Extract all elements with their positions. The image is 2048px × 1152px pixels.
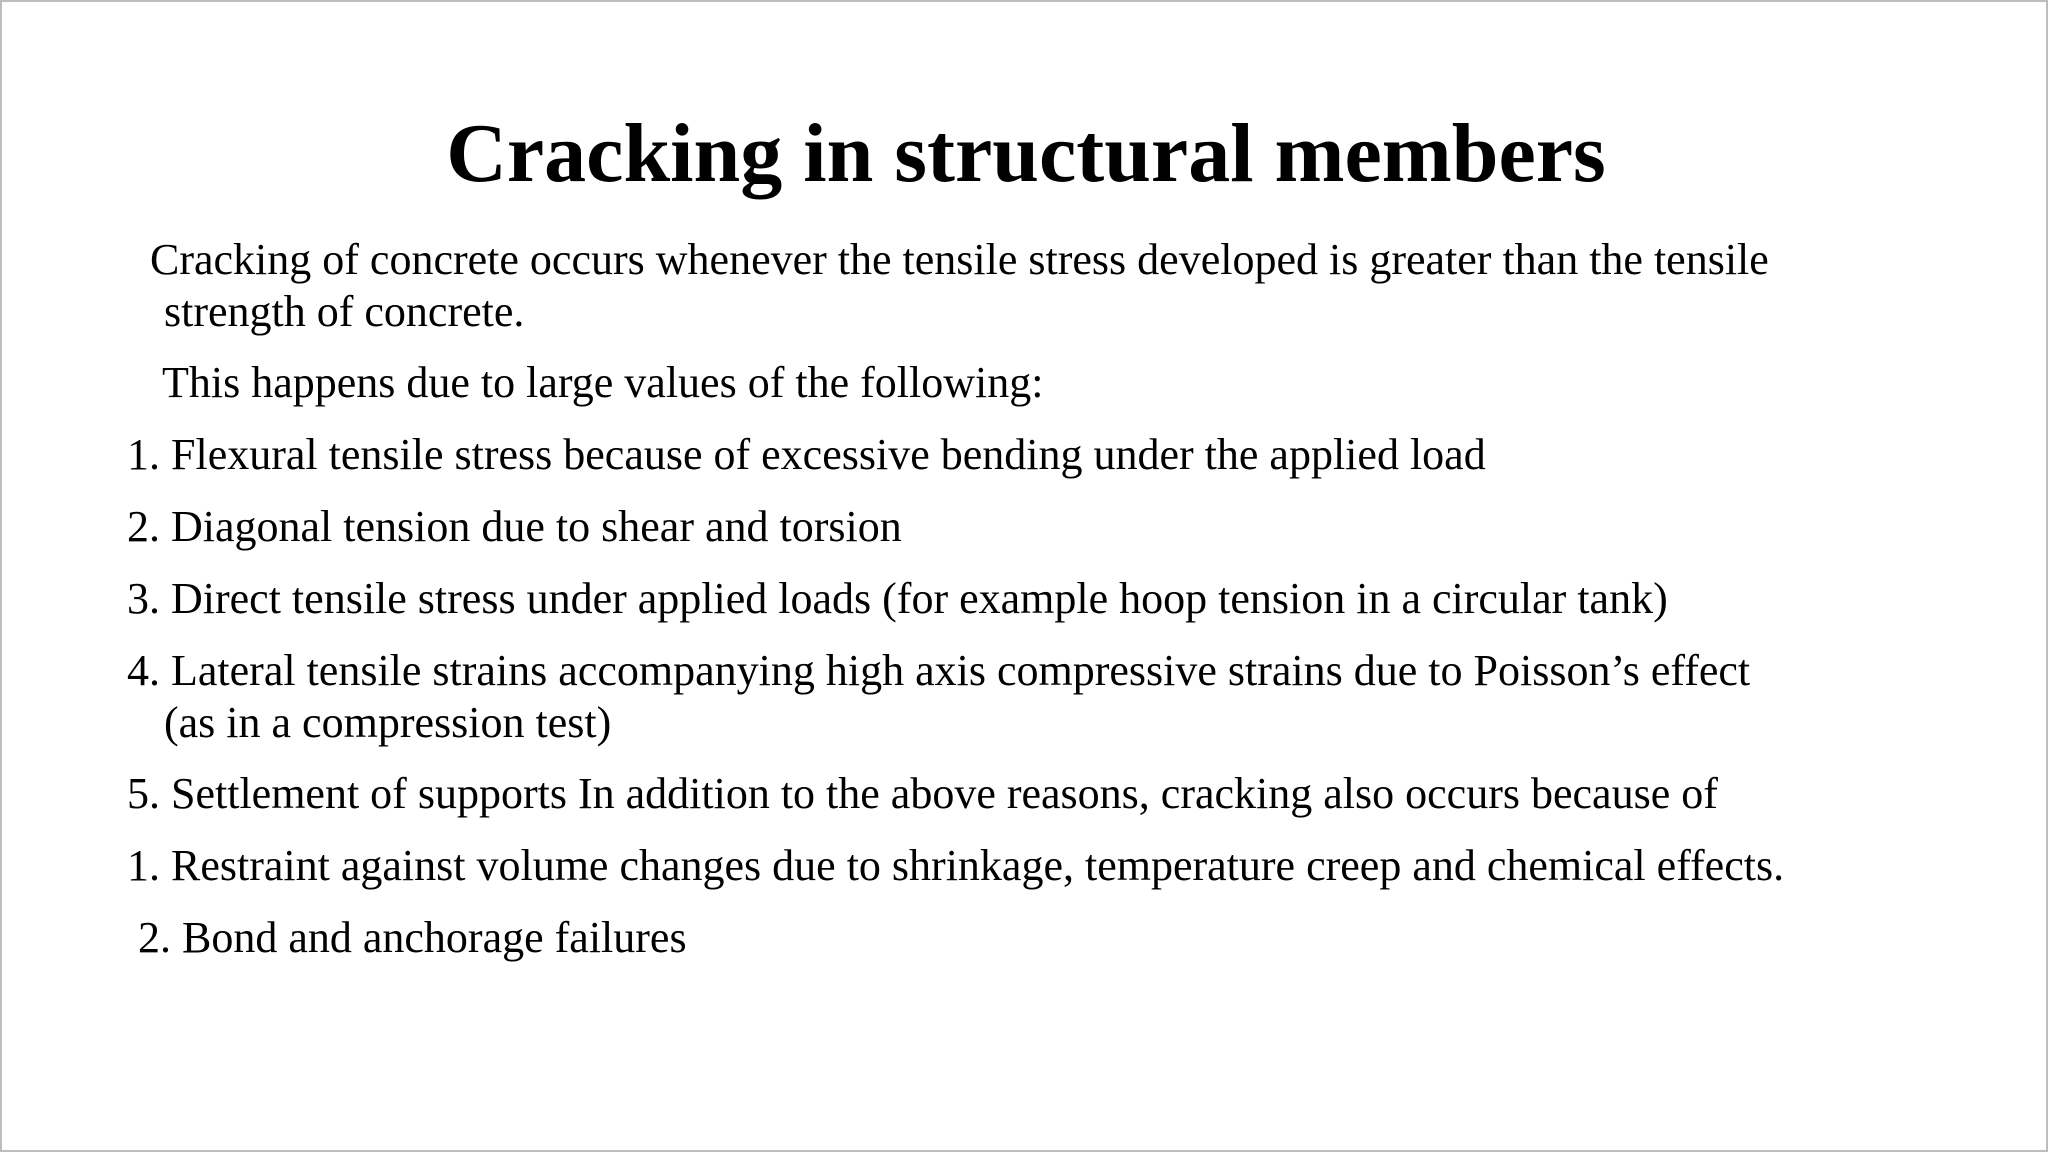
intro-text-line-1: Cracking of concrete occurs whenever the tensile stress developed is greater than the tensile (150, 235, 1769, 284)
list-item: 1. Restraint against volume changes due to shrinkage, temperature creep and chemical effects. (127, 841, 1785, 890)
list-item: 2. Bond and anchorage failures (138, 913, 687, 962)
lead-text: This happens due to large values of the following: (162, 358, 1044, 407)
list-item: 4. Lateral tensile strains accompanying high axis compressive strains due to Poisson’s effect (127, 646, 1751, 695)
intro-text-line-2: strength of concrete. (164, 287, 525, 336)
list-item: 5. Settlement of supports In addition to the above reasons, cracking also occurs because of (127, 769, 1718, 818)
list-item: 2. Diagonal tension due to shear and torsion (127, 502, 902, 551)
list-item-continuation: (as in a compression test) (164, 698, 612, 747)
slide-title: Cracking in structural members (446, 107, 1606, 200)
list-item: 3. Direct tensile stress under applied loads (for example hoop tension in a circular tank) (127, 574, 1668, 623)
list-item: 1. Flexural tensile stress because of excessive bending under the applied load (127, 430, 1486, 479)
